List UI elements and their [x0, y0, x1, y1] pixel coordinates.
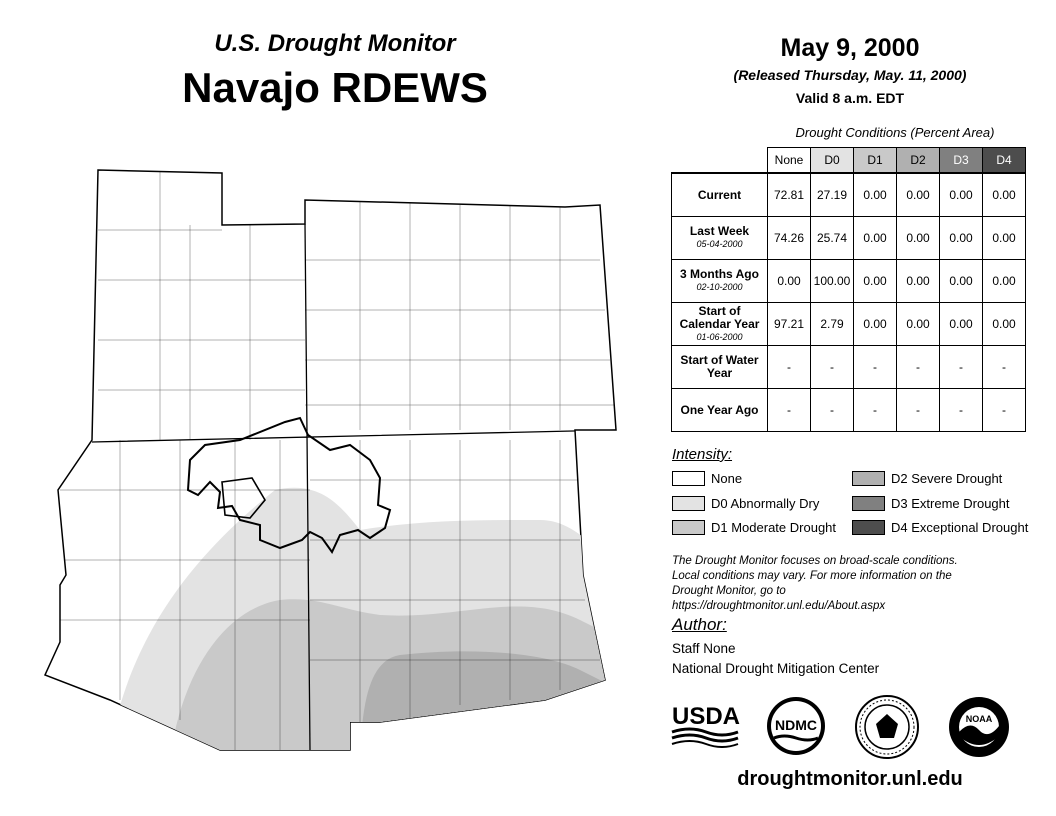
row-label	[672, 217, 768, 260]
map-title: Navajo RDEWS	[182, 64, 488, 111]
table-cell: 25.74	[811, 217, 854, 260]
table-row	[672, 346, 1026, 389]
ndmc-logo-text: NDMC	[775, 717, 817, 733]
author-heading: Author:	[672, 615, 727, 634]
ndmc-logo	[766, 696, 826, 756]
row-label	[672, 346, 768, 389]
author-org: National Drought Mitigation Center	[672, 661, 880, 676]
col-d2: D2	[897, 148, 940, 174]
table-cell: 0.00	[983, 217, 1026, 260]
table-header-row	[672, 148, 1026, 174]
table-cell: 0.00	[897, 303, 940, 346]
disclaimer-note	[672, 554, 1002, 614]
table-cell: -	[854, 389, 897, 432]
table-cell: -	[940, 346, 983, 389]
table-row	[672, 173, 1026, 217]
legend-swatch	[852, 520, 885, 535]
legend-title: Intensity:	[672, 446, 733, 463]
col-d3: D3	[940, 148, 983, 174]
noaa-logo	[948, 696, 1010, 758]
row-date: 05-04-2000	[696, 239, 743, 249]
table-cell: -	[768, 346, 811, 389]
table-row	[672, 217, 1026, 260]
legend-item-none	[672, 471, 742, 486]
row-date: 01-06-2000	[696, 331, 743, 342]
table-cell: 0.00	[854, 217, 897, 260]
table-cell: 0.00	[854, 303, 897, 346]
col-d4: D4	[983, 148, 1026, 174]
table-caption: Drought Conditions (Percent Area)	[795, 125, 995, 140]
legend-swatch	[852, 471, 885, 486]
legend-label: D0 Abnormally Dry	[711, 496, 820, 511]
legend-swatch	[672, 520, 705, 535]
table-cell: -	[983, 389, 1026, 432]
author-name: Staff None	[672, 641, 736, 656]
commerce-seal-logo	[854, 694, 920, 760]
legend-swatch	[672, 471, 705, 486]
website-url[interactable]: droughtmonitor.unl.edu	[737, 768, 963, 790]
table-cell: 0.00	[854, 173, 897, 217]
row-title: One Year Ago	[680, 402, 759, 417]
legend-item-d3	[852, 496, 1010, 511]
table-cell: 0.00	[940, 303, 983, 346]
row-title: 3 Months Ago	[680, 267, 759, 281]
table-cell: -	[854, 346, 897, 389]
usda-logo-text: USDA	[672, 703, 740, 730]
row-label	[672, 173, 768, 217]
legend-item-d4	[852, 520, 1028, 535]
table-cell: 72.81	[768, 173, 811, 217]
table-cell: -	[768, 389, 811, 432]
table-cell: 0.00	[940, 260, 983, 303]
note-line: Drought Monitor, go to https://droughtmonitor.unl.edu/About.aspx	[672, 585, 886, 612]
table-row	[672, 303, 1026, 346]
legend-label: None	[711, 471, 743, 486]
table-cell: 2.79	[811, 303, 854, 346]
table-row	[672, 389, 1026, 432]
table-cell: 0.00	[983, 303, 1026, 346]
row-title: Last Week	[689, 224, 750, 238]
table-cell: -	[897, 389, 940, 432]
table-cell: 0.00	[940, 173, 983, 217]
table-cell: 0.00	[983, 173, 1026, 217]
table-cell: 0.00	[897, 217, 940, 260]
drought-map	[40, 160, 640, 760]
note-line: Local conditions may vary. For more information on the	[672, 570, 952, 582]
row-date: 02-10-2000	[696, 282, 743, 292]
row-label	[672, 389, 768, 432]
note-line: The Drought Monitor focuses on broad-scale conditions.	[672, 555, 958, 567]
drought-conditions-table	[671, 147, 1026, 432]
table-cell: 0.00	[897, 260, 940, 303]
table-cell: 0.00	[897, 173, 940, 217]
table-cell: 27.19	[811, 173, 854, 217]
table-cell: -	[983, 346, 1026, 389]
table-cell: 0.00	[768, 260, 811, 303]
legend-label: D2 Severe Drought	[891, 471, 1003, 486]
legend-label: D1 Moderate Drought	[711, 520, 837, 535]
usda-logo	[670, 700, 740, 748]
legend-item-d0	[672, 496, 819, 511]
row-label	[672, 260, 768, 303]
row-label	[672, 303, 768, 346]
map-subtitle: U.S. Drought Monitor	[214, 30, 456, 57]
row-title: Start of Water Year	[680, 353, 759, 380]
legend-label: D4 Exceptional Drought	[891, 520, 1029, 535]
table-cell: 74.26	[768, 217, 811, 260]
col-none: None	[768, 148, 811, 174]
table-cell: 0.00	[854, 260, 897, 303]
valid-time: Valid 8 a.m. EDT	[795, 90, 905, 106]
table-cell: -	[897, 346, 940, 389]
table-cell: -	[811, 389, 854, 432]
legend-item-d2	[852, 471, 1002, 486]
release-date: (Released Thursday, May. 11, 2000)	[733, 67, 967, 83]
table-cell: -	[940, 389, 983, 432]
row-title: Current	[697, 187, 742, 202]
table-cell: 0.00	[940, 217, 983, 260]
legend-swatch	[672, 496, 705, 511]
map-date: May 9, 2000	[780, 34, 920, 62]
table-corner	[672, 148, 768, 174]
col-d0: D0	[811, 148, 854, 174]
legend-swatch	[852, 496, 885, 511]
table-cell: -	[811, 346, 854, 389]
legend-label: D3 Extreme Drought	[891, 496, 1010, 511]
noaa-logo-text: NOAA	[965, 714, 993, 724]
col-d1: D1	[854, 148, 897, 174]
row-title: Start of Calendar Year	[679, 303, 760, 331]
table-cell: 100.00	[811, 260, 854, 303]
legend-item-d1	[672, 520, 836, 535]
table-cell: 0.00	[983, 260, 1026, 303]
table-row	[672, 260, 1026, 303]
table-cell: 97.21	[768, 303, 811, 346]
